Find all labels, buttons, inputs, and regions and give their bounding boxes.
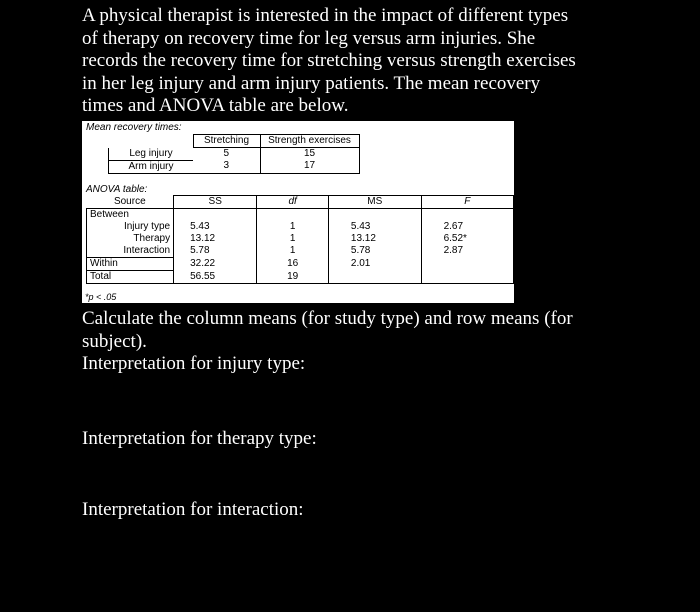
header-df: df	[257, 196, 329, 209]
intro-line: in her leg injury and arm injury patients. The mean recovery	[82, 72, 541, 94]
data-panel	[82, 121, 514, 303]
mean-times-table	[108, 134, 360, 174]
source-therapy: Therapy	[87, 233, 174, 245]
cell-value: 5	[223, 148, 230, 159]
intro-line: times and ANOVA table are below.	[82, 95, 349, 116]
table-row	[109, 160, 360, 173]
question-therapy: Interpretation for therapy type:	[82, 428, 317, 449]
col-header-strength: Strength exercises	[260, 135, 359, 148]
anova-table	[86, 195, 514, 284]
question-line: subject).	[82, 330, 147, 352]
cell-value: 15	[260, 148, 359, 161]
cell-value: 2.01	[328, 258, 421, 271]
problem-intro	[82, 5, 642, 118]
cell-value: 5.43	[174, 221, 257, 233]
cell-value: 1	[257, 221, 329, 233]
cell-value: 19	[257, 271, 329, 284]
table-row	[87, 233, 514, 245]
source-total: Total	[87, 271, 174, 284]
significance-note: *p < .05	[85, 292, 117, 302]
question-line: Calculate the column means (for study type) and row means (for	[82, 308, 573, 329]
question-block	[82, 308, 642, 376]
between-label: Between	[87, 209, 174, 222]
row-label-leg: Leg injury	[109, 148, 194, 161]
cell-value: 5.78	[174, 245, 257, 258]
intro-line: A physical therapist is interested in the impact of different types	[82, 5, 569, 26]
row-label-arm: Arm injury	[109, 160, 194, 173]
cell-value: 13.12	[328, 233, 421, 245]
cell-value: 56.55	[174, 271, 257, 284]
intro-line: records the recovery time for stretching versus strength exercises	[82, 50, 576, 71]
table-row	[109, 148, 360, 161]
cell-value: 2.67	[421, 221, 513, 233]
intro-line: of therapy on recovery time for leg versus arm injuries. She	[82, 27, 536, 49]
header-ms: MS	[328, 196, 421, 209]
cell-value: 5.43	[328, 221, 421, 233]
cell-value: 1	[257, 245, 329, 258]
table-row	[87, 209, 514, 222]
header-source: Source	[113, 195, 146, 207]
header-f: F	[421, 196, 513, 209]
question-line: Interpretation for injury type:	[82, 353, 306, 374]
table-row	[87, 258, 514, 271]
source-injury-type: Injury type	[87, 221, 174, 233]
header-ss: SS	[174, 196, 257, 209]
question-interaction: Interpretation for interaction:	[82, 499, 304, 520]
table-row	[87, 221, 514, 233]
source-within: Within	[87, 258, 174, 271]
mean-times-label: Mean recovery times:	[86, 122, 182, 133]
col-header-stretching: Stretching	[193, 135, 260, 148]
table-row	[87, 245, 514, 258]
cell-value: 13.12	[174, 233, 257, 245]
cell-value: 17	[260, 160, 359, 173]
cell-value: 32.22	[174, 258, 257, 271]
cell-value: 5.78	[328, 245, 421, 258]
cell-value: 1	[257, 233, 329, 245]
cell-value: 6.52*	[421, 233, 513, 245]
source-interaction: Interaction	[87, 245, 174, 258]
cell-value: 16	[257, 258, 329, 271]
cell-value: 3	[193, 160, 260, 173]
anova-label: ANOVA table:	[86, 184, 148, 195]
cell-value: 2.87	[421, 245, 513, 258]
table-row	[87, 271, 514, 284]
